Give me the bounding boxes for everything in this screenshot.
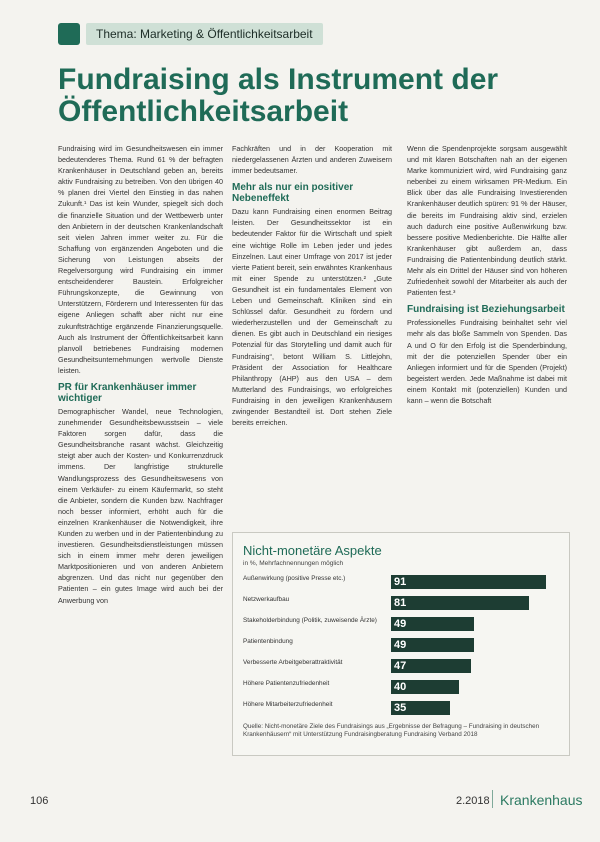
chart-category-label: Höhere Mitarbeiterzufriedenheit: [243, 701, 333, 708]
chart-title: Nicht-monetäre Aspekte: [243, 543, 382, 558]
article-title: Fundraising als Instrument der Öffentlichkeitsarbeit: [58, 63, 499, 128]
chart-category-label: Patientenbindung: [243, 638, 293, 645]
chart-category-label: Stakeholderbindung (Politik, zuweisende Ärzte): [243, 617, 377, 624]
chart-bar-row: [233, 701, 569, 715]
body-paragraph: Demographischer Wandel, neue Technologien, zunehmender Gesundheitsbewusstsein – viele Faktoren sorgen dafür, dass die Gesundheitsbranche rasant wächst. Gleichzeitig steigt aber auch der Kosten- und Konkurrenzdruck immens. Der langfristige strukturelle Wandlungsprozess des Gesundheitswesens von einem Verkäufer- zu einem Käufermarkt, so steht die Anbieter, sondern die Kunden bzw. Nachfrager noch besser informiert, erhöht auch für die einzelnen Krankenhäuser die Notwendigkeit, ihre Kunden zu werben und in der Patientenbindung zu investieren. Gesundheitsdienstleistungen müssen sich in einem immer mehr deren jeweiligen Marktpositionieren und von anderen Anbietern abgrenzen. Und das nicht nur gegenüber den Patienten – ein gutes Image wird auch bei der Anwerbung von: [58, 406, 223, 605]
chart-bar-row: [233, 680, 569, 694]
chart-bar: [391, 575, 546, 589]
page-number: 106: [30, 795, 49, 807]
subheading-nebeneffekt: Mehr als nur ein positiver Nebeneffekt: [232, 182, 354, 205]
column-2: [232, 143, 392, 428]
chart-subtitle: in %, Mehrfachnennungen möglich: [243, 560, 344, 567]
chart-category-label: Höhere Patientenzufriedenheit: [243, 680, 330, 687]
chart-category-label: Netzwerkaufbau: [243, 596, 290, 603]
subheading-pr: PR für Krankenhäuser immer wichtiger: [58, 381, 197, 404]
body-paragraph: Wenn die Spendenprojekte sorgsam ausgewählt und mit klaren Botschaften nah an der eigenen Marke kommuniziert wird, wird Fundraising ganz nebenbei zu einem wirksamen PR-Medium. Ein Blick über das alle Fundraising Investierenden Krankenhäuser deutlich spüren: 91 % der Häuser, die bereits im Fundraising aktiv sind, erzielen auch dadurch eine positive Außenwirkung bzw. bessere positive Medienberichte. Die Hälfte aller Krankenhäuser gibt außerdem an, dass Fundraising die Patientenbindung deutlich stärkt. Mehr als ein Drittel der Häuser sind von höheren Zufriedenheit sowohl der Mitarbeiter als auch der Patienten fest.³: [407, 144, 567, 298]
column-1: [58, 143, 223, 606]
chart-bar-row: [233, 617, 569, 631]
chart-category-label: Verbesserte Arbeitgeberattraktivität: [243, 659, 343, 666]
footer-divider: [492, 790, 493, 808]
chart-bar: [391, 617, 474, 631]
chart-bar: [391, 659, 471, 673]
body-paragraph: Dazu kann Fundraising einen enormen Beitrag leisten. Der Gesundheitssektor ist ein bedeutender Faktor für die Wirtschaft und spielt eine wichtige Rolle im Leben jeder und jedes Einzelnen. Laut einer Umfrage von 2017 ist jeder vierte Patient bereit, sein erwähntes Krankenhaus mit einer Spende zu unterstützen.² „Gute Gesundheit ist ein fundamentales Element von Leben und Gemeinschaft. Kliniken sind ein Schlüssel dafür. Gesundheit zu fördern und wiederherzustellen und der Gemeinschaft zu dienen. Es gibt auch in Deutschland ein riesiges Potenzial für das Storytelling und damit auch für Fundraising“, betont William S. Littlejohn, Präsident der Association for Healthcare Philanthropy (AHP) aus den USA – dem Mutterland des Fundraisings, wo erfolgreiches Fundraising in den jeweiligen Krankenhäusern zwingender Bestandteil ist. Dort stehen Ziele bereits erreichen.: [232, 207, 392, 428]
theme-label: Thema: Marketing & Öffentlichkeitsarbeit: [86, 23, 323, 45]
theme-bar: [58, 22, 348, 46]
chart-bar: [391, 638, 474, 652]
theme-square-icon: [58, 23, 80, 45]
chart-footnote: Quelle: Nicht-monetäre Ziele des Fundraisings aus „Ergebnisse der Befragung – Fundraising in deutschen Krankenhäusern“ mit Unterstützung Fundraisingberatung Fundraising Verband 2018: [243, 723, 540, 738]
intro-paragraph: Fundraising wird im Gesundheitswesen ein immer bedeutenderes Thema. Rund 61 % der befragten Krankenhäuser in Deutschland geben an, bereits aktiv Fundraising zu betreiben. Von den übrigen 40 % planen drei Viertel den Einstieg in das nahen Zukunft.¹ Das ist kein Wunder, spiegelt sich doch die finanzielle Situation und der Wettbewerb unter den Anbietern in der deutschen Krankenlandschaft seit vielen Jahren immer weiter zu. Für die Schaffung von ergänzenden Angeboten und die Sicherung von Leistungen abseits der Regelversorgung wird Fundraising ein immer entscheidenderer Baustein. Erfolgreicher Führungskonzepte, die Gewinnung von Unterstützern, Förderern und Interessenten für das eigene Anliegen schafft aber nicht nur eine zukunftsträchtige ergänzende Finanzierungsquelle. Auch als Instrument der Öffentlichkeitsarbeit kann planvoll betriebenes Fundraising modernen Gesundheitsunternehmungen wertvolle Dienste leisten.: [58, 144, 223, 375]
chart-value-label: 91: [394, 576, 407, 588]
chart-bar-row: [233, 659, 569, 673]
column-3: [407, 143, 567, 406]
chart-bar: [391, 596, 529, 610]
brand-logo: Krankenhaus: [500, 792, 583, 808]
body-paragraph: Professionelles Fundraising beinhaltet sehr viel mehr als das bloße Sammeln von Spenden. Das A und O für den Erfolg ist die Spenderbindung, mit der die potenziellen Spender über ein Anliegen informiert und für die Spenden (Projekt) begeistert werden. Jede Maßnahme ist dabei mit einem Kontakt mit (potenziellen) Kunden und kann – wenn die Botschaft: [407, 318, 567, 405]
chart-value-label: 47: [394, 660, 407, 672]
body-paragraph: Fachkräften und in der Kooperation mit niedergelassenen Ärzten und anderen Zuweisern immer bedeutsamer.: [232, 144, 392, 176]
chart-bar-row: [233, 575, 569, 589]
chart-value-label: 49: [394, 618, 407, 630]
chart-category-label: Außenwirkung (positive Presse etc.): [243, 575, 346, 582]
chart-value-label: 35: [394, 702, 407, 714]
chart-box: [232, 532, 570, 756]
chart-value-label: 40: [394, 681, 407, 693]
chart-value-label: 49: [394, 639, 407, 651]
chart-bar-row: [233, 596, 569, 610]
chart-bar: [391, 701, 450, 715]
issue-number: 2.2018: [456, 795, 490, 807]
subheading-beziehungsarbeit: Fundraising ist Beziehungsarbeit: [407, 304, 565, 316]
chart-bar: [391, 680, 459, 694]
chart-value-label: 81: [394, 597, 407, 609]
chart-bar-row: [233, 638, 569, 652]
